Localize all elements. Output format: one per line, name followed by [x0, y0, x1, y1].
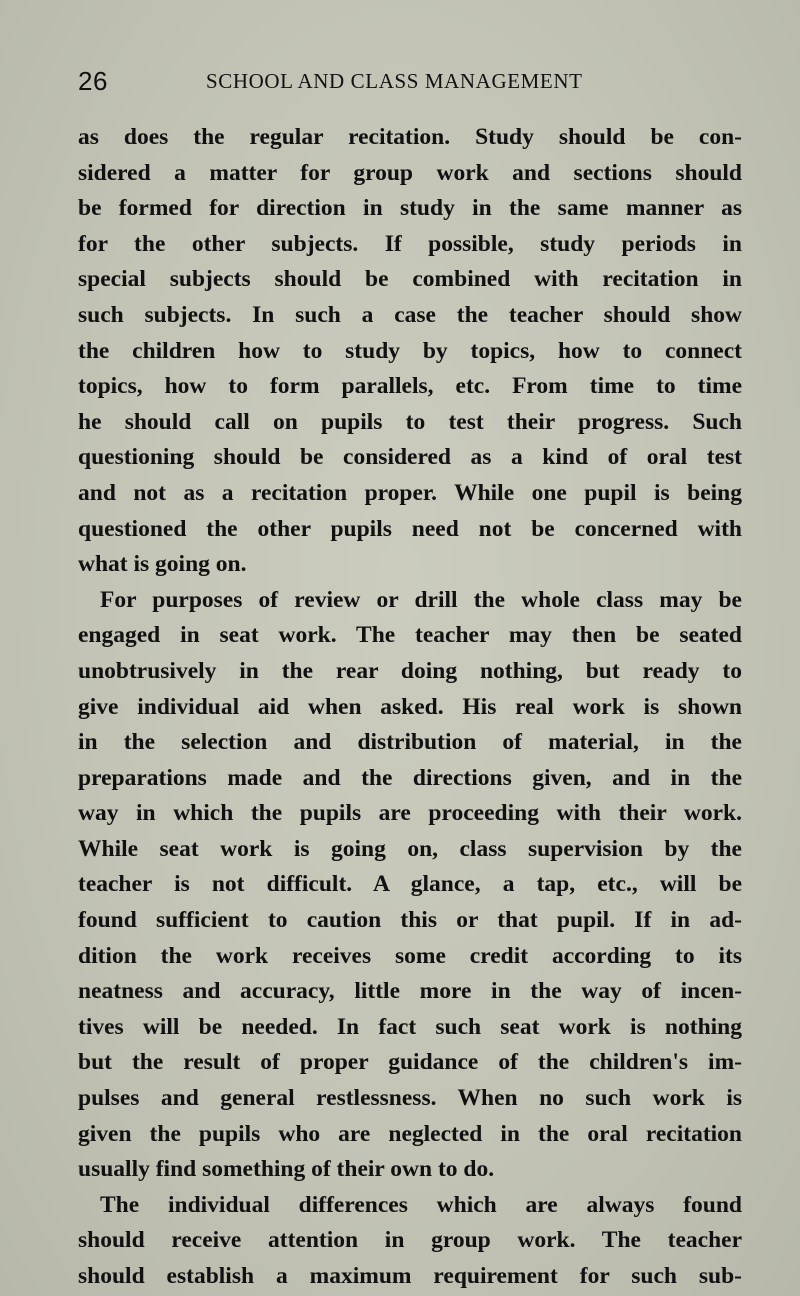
text-line: give individual aid when asked. His real work is shown — [78, 693, 742, 720]
text-line: but the result of proper guidance of the children's im- — [78, 1049, 742, 1076]
body-text — [78, 120, 742, 1295]
text-line: neatness and accuracy, little more in the way of incen- — [78, 978, 742, 1005]
text-line: be formed for direction in study in the same manner as — [78, 195, 742, 222]
text-line: in the selection and distribution of material, in the — [78, 729, 742, 756]
text-line: questioning should be considered as a kind of oral test — [78, 444, 742, 471]
text-line: he should call on pupils to test their progress. Such — [78, 408, 742, 435]
text-line: topics, how to form parallels, etc. From time to time — [78, 373, 742, 400]
text-line: pulses and general restlessness. When no such work is — [78, 1085, 742, 1112]
text-line: engaged in seat work. The teacher may then be seated — [78, 622, 742, 649]
text-line: found sufficient to caution this or that pupil. If in ad- — [78, 907, 742, 934]
page-number: 26 — [78, 66, 108, 96]
text-line: questioned the other pupils need not be concerned with — [78, 515, 742, 542]
text-line: teacher is not difficult. A glance, a tap, etc., will be — [78, 871, 742, 898]
text-line: and not as a recitation proper. While one pupil is being — [78, 479, 742, 506]
text-line: usually find something of their own to do. — [78, 1156, 495, 1183]
text-line: as does the regular recitation. Study should be con- — [78, 124, 742, 150]
page-header — [78, 66, 742, 98]
text-line: such subjects. In such a case the teacher should show — [78, 301, 742, 328]
text-line: dition the work receives some credit according to its — [78, 942, 742, 969]
text-line: sidered a matter for group work and sections should — [78, 159, 742, 186]
text-line: the children how to study by topics, how to connect — [78, 337, 742, 364]
text-line: should receive attention in group work. The teacher — [78, 1227, 742, 1254]
text-line: preparations made and the directions given, and in the — [78, 764, 742, 791]
text-line: way in which the pupils are proceeding with their work. — [78, 800, 742, 827]
paragraph-start-line: For purposes of review or drill the whole class may be — [100, 586, 742, 613]
paragraph-start-line: The individual differences which are always found — [100, 1191, 742, 1218]
text-line: given the pupils who are neglected in the oral recitation — [78, 1120, 742, 1147]
text-line: unobtrusively in the rear doing nothing, but ready to — [78, 657, 742, 684]
text-line: for the other subjects. If possible, study periods in — [78, 230, 742, 257]
running-head: SCHOOL AND CLASS MANAGEMENT — [206, 69, 583, 93]
text-line: what is going on. — [78, 551, 247, 578]
text-line: special subjects should be combined with recitation in — [78, 266, 742, 293]
text-line: tives will be needed. In fact such seat work is nothing — [78, 1013, 742, 1040]
text-line: should establish a maximum requirement for such sub- — [78, 1263, 742, 1289]
text-line: While seat work is going on, class supervision by the — [78, 835, 742, 862]
